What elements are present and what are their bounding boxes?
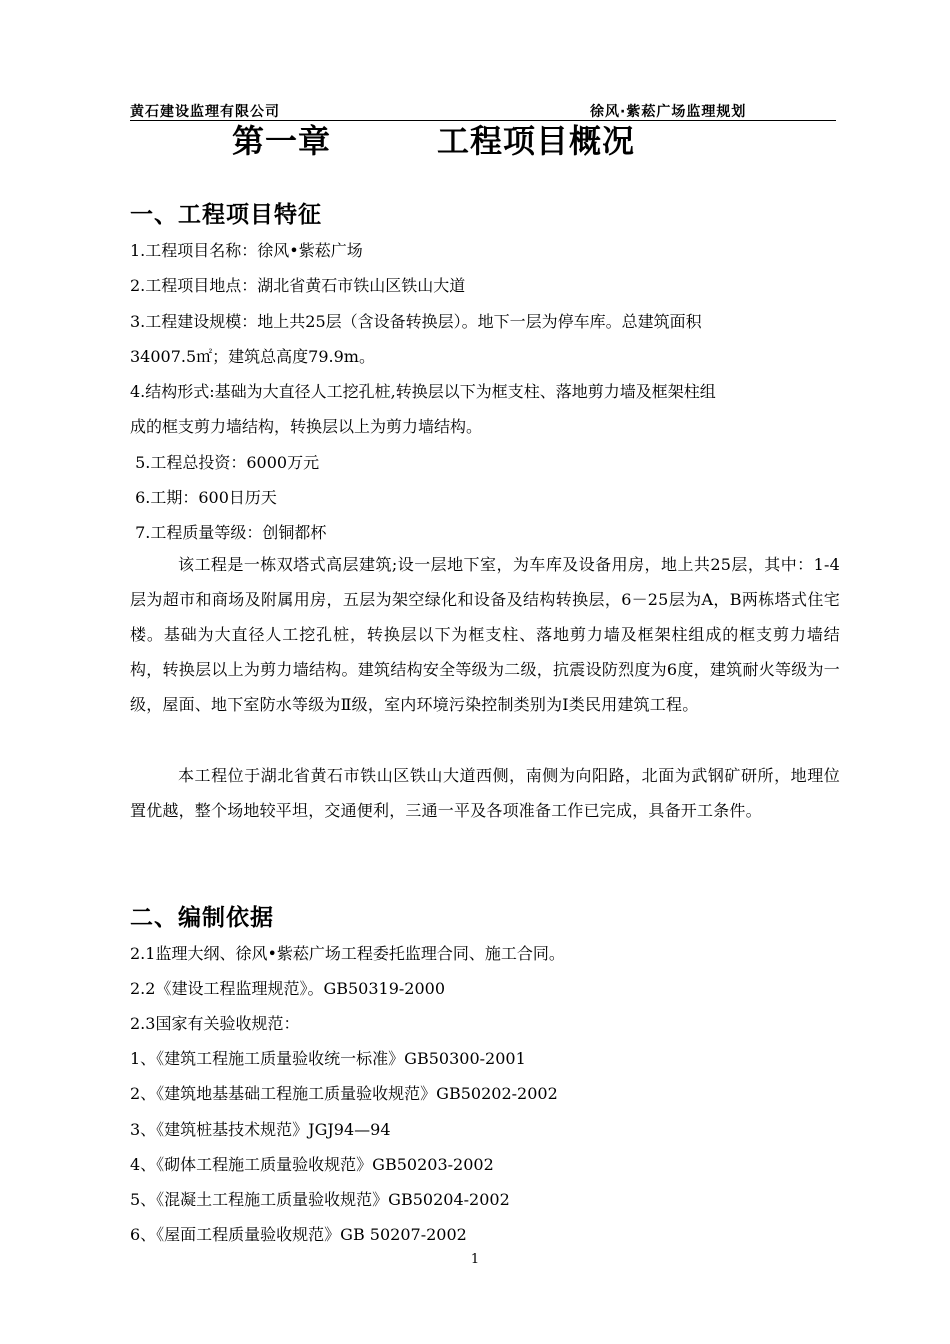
section-1-item: 2.工程项目地点：湖北省黄石市铁山区铁山大道: [130, 276, 466, 295]
page-number: 1: [470, 1252, 480, 1267]
section-2-item: 2.3国家有关验收规范：: [130, 1014, 300, 1033]
project-description-paragraph: 该工程是一栋双塔式高层建筑;设一层地下室，为车库及设备用房，地上共25层，其中：1-4层为超市和商场及附属用房，五层为架空绿化和设备及结构转换层，6－25层为A，B两栋塔式住宅楼。基础为大直径人工挖孔桩，转换层以下为框支柱、落地剪力墙及框架柱组成的框支剪力墙结构，转换层以上为剪力墙结构。建筑结构安全等级为二级，抗震设防烈度为6度，建筑耐火等级为一级，屋面、地下室防水等级为Ⅱ级，室内环境污染控制类别为Ⅰ类民用建筑工程。: [130, 555, 840, 714]
section-1-title: 一、工程项目特征: [130, 202, 322, 228]
section-1-item: 成的框支剪力墙结构，转换层以上为剪力墙结构。: [130, 417, 483, 436]
section-1-item: 6.工期：600日历天: [130, 488, 277, 507]
header-company: 黄石建设监理有限公司: [130, 104, 280, 120]
section-2-item: 1、《建筑工程施工质量验收统一标准》GB50300-2001: [130, 1049, 526, 1068]
section-1-item: 1.工程项目名称：徐风•紫菘广场: [130, 241, 363, 260]
section-2-item: 5、《混凝土工程施工质量验收规范》GB50204-2002: [130, 1190, 510, 1209]
section-2-item: 6、《屋面工程质量验收规范》GB 50207-2002: [130, 1225, 467, 1244]
section-2-item: 3、《建筑桩基技术规范》JGJ94—94: [130, 1120, 391, 1139]
section-2-item: 2、《建筑地基基础工程施工质量验收规范》GB50202-2002: [130, 1084, 558, 1103]
chapter-number: 第一章: [232, 122, 332, 160]
section-2-item: 4、《砌体工程施工质量验收规范》GB50203-2002: [130, 1155, 494, 1174]
section-2-title: 二、编制依据: [130, 905, 274, 931]
section-1-item: 34007.5㎡；建筑总高度79.9m。: [130, 347, 375, 366]
section-2-item: 2.2《建设工程监理规范》。GB50319-2000: [130, 979, 446, 998]
header-doc-title: 徐风·紫菘广场监理规划: [590, 104, 747, 120]
section-1-item: 3.工程建设规模：地上共25层（含设备转换层）。地下一层为停车库。总建筑面积: [130, 312, 702, 331]
project-location-paragraph: 本工程位于湖北省黄石市铁山区铁山大道西侧，南侧为向阳路，北面为武钢矿研所，地理位置优越，整个场地较平坦，交通便利，三通一平及各项准备工作已完成，具备开工条件。: [130, 766, 840, 820]
section-2-item: 2.1监理大纲、徐风•紫菘广场工程委托监理合同、施工合同。: [130, 944, 565, 963]
section-1-item: 7.工程质量等级：创铜都杯: [130, 523, 327, 542]
section-1-item: 4.结构形式:基础为大直径人工挖孔桩,转换层以下为框支柱、落地剪力墙及框架柱组: [130, 382, 716, 401]
chapter-heading: [0, 116, 950, 160]
section-1-item: 5.工程总投资：6000万元: [130, 453, 320, 472]
chapter-title: 工程项目概况: [437, 122, 636, 160]
